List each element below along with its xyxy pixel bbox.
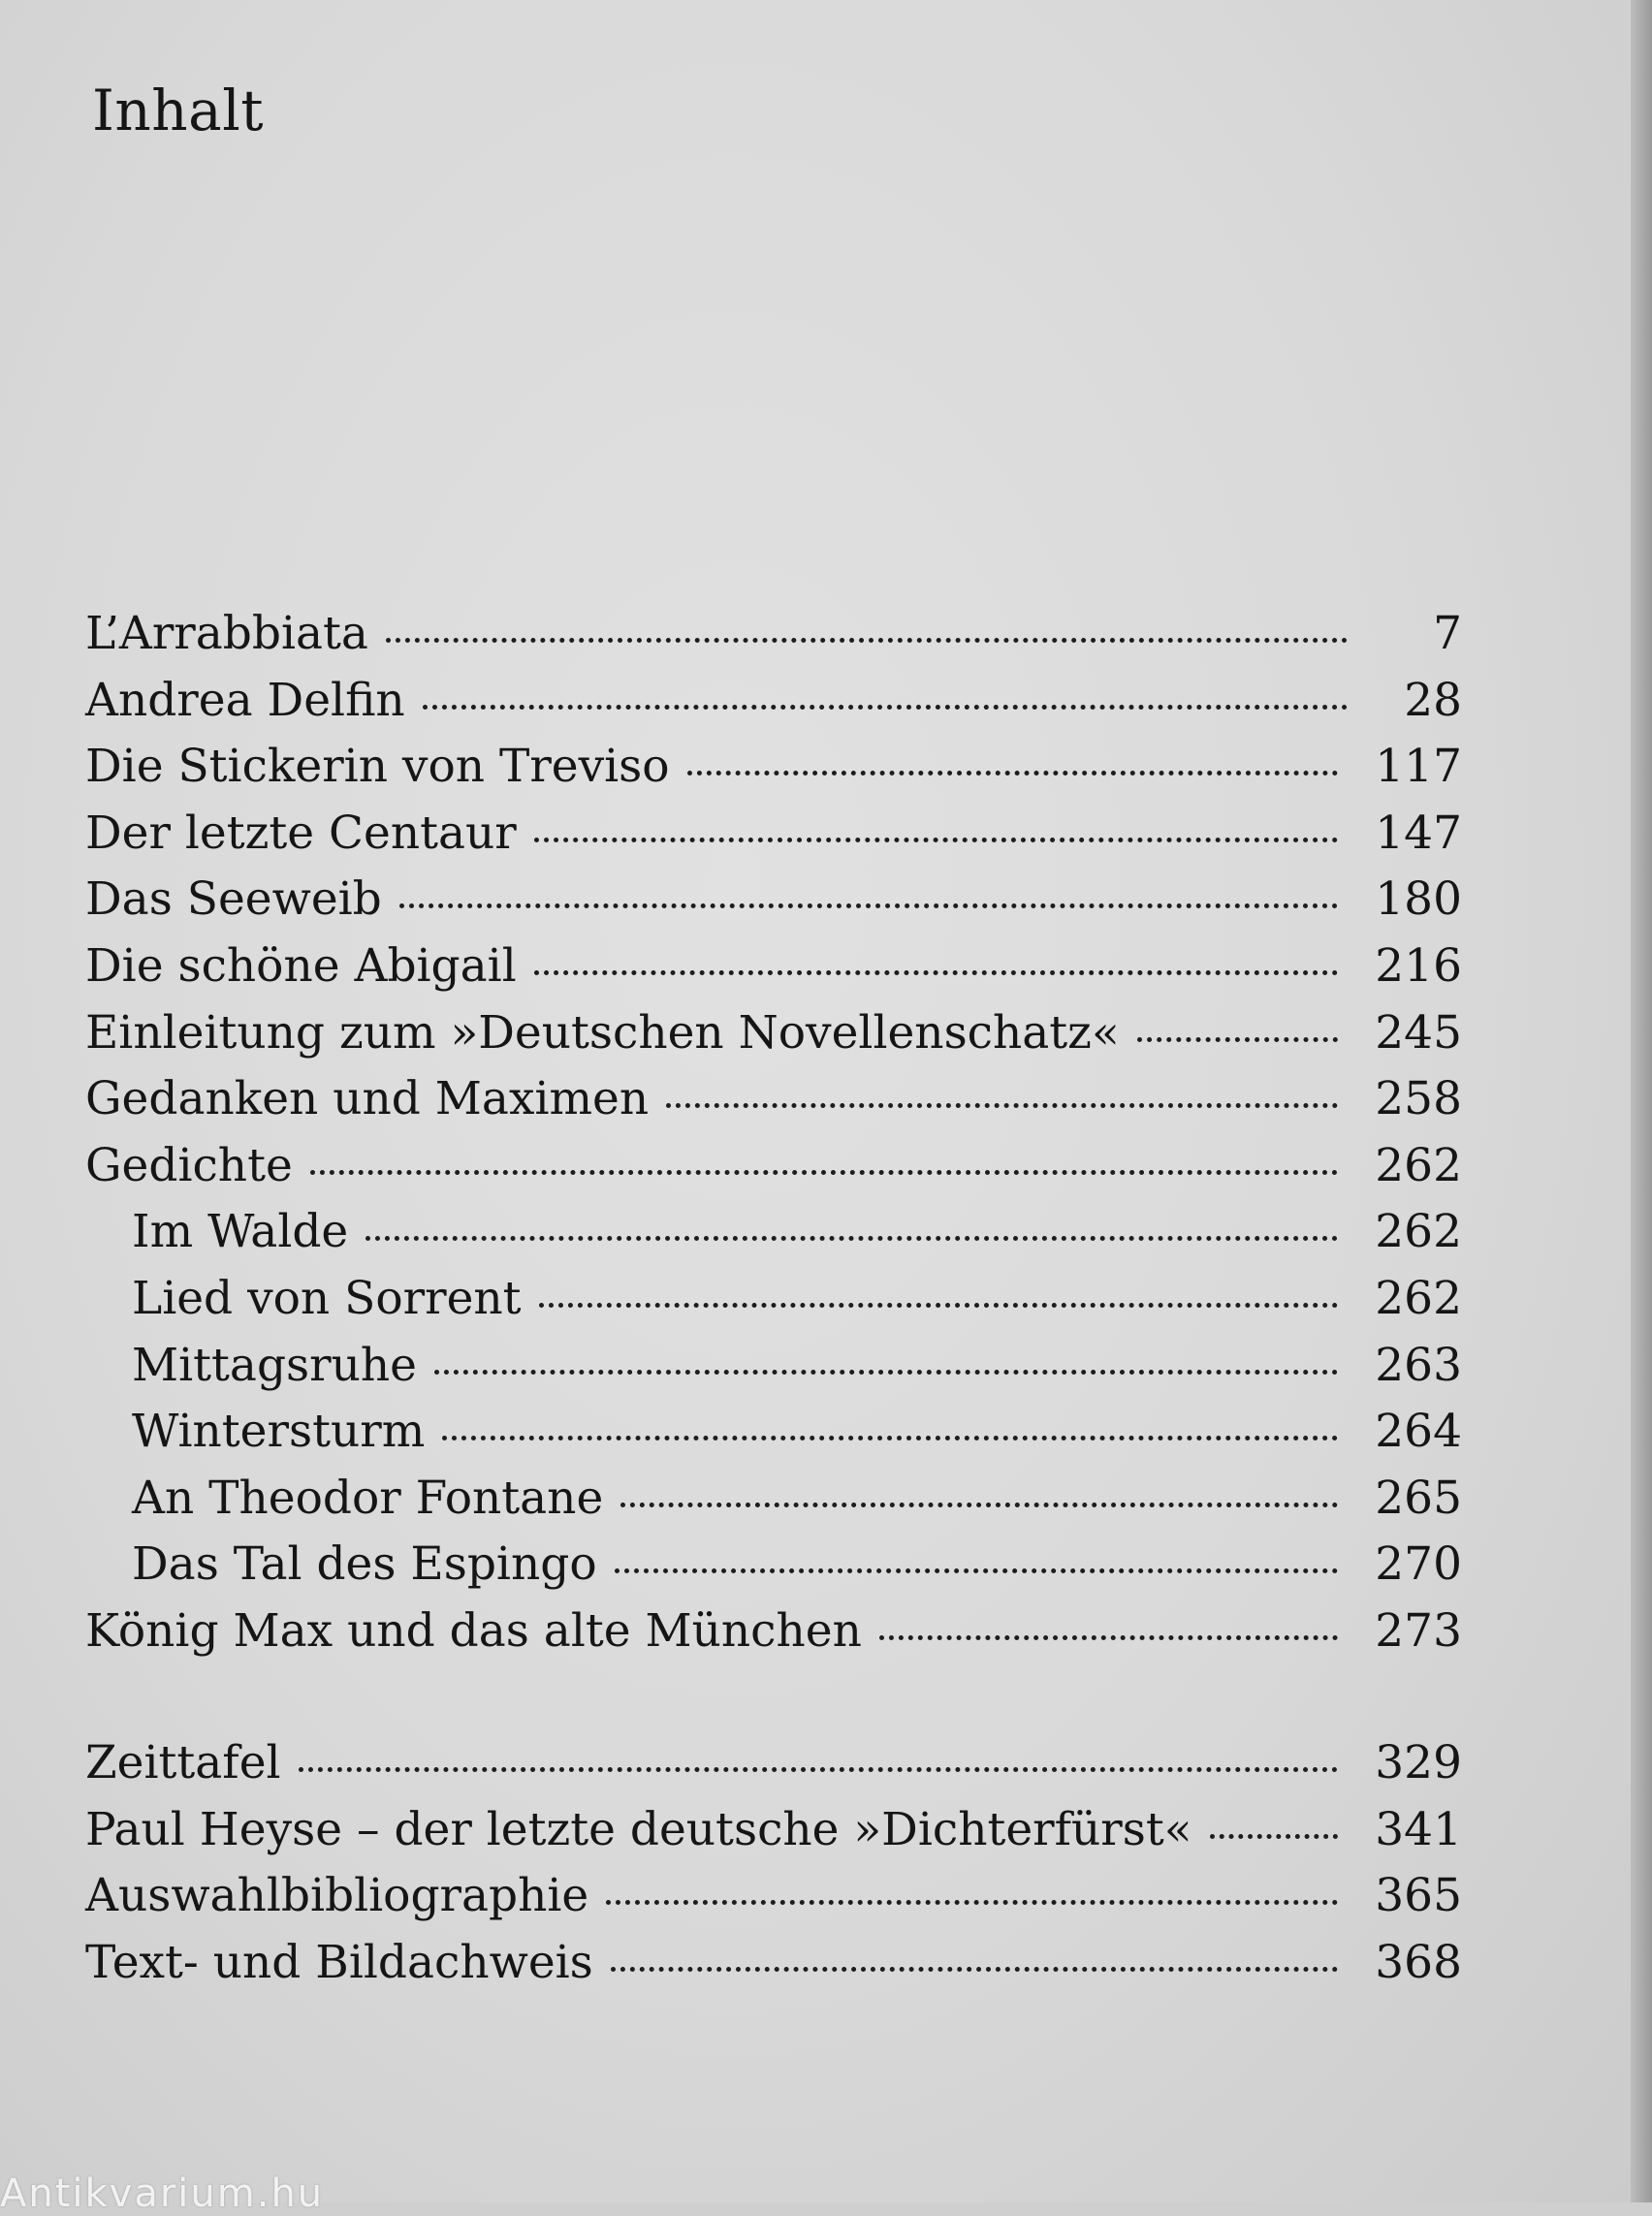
toc-entry-title: Paul Heyse – der letzte deutsche »Dichterfürst« <box>85 1802 1192 1856</box>
dot-leader <box>442 1436 1338 1440</box>
toc-subentry <box>85 1266 1462 1333</box>
toc-entry <box>85 601 1462 668</box>
toc-entry-page: 180 <box>1375 872 1462 927</box>
dot-leader <box>365 1236 1338 1241</box>
toc-entry-page: 265 <box>1375 1471 1462 1525</box>
toc-subentry <box>85 1199 1462 1266</box>
toc-entry-page: 365 <box>1375 1869 1462 1923</box>
dot-leader <box>423 705 1348 710</box>
table-of-contents <box>85 601 1462 1665</box>
toc-entry-title: Zeittafel <box>85 1736 281 1789</box>
toc-entry-title: Die schöne Abigail <box>85 938 517 993</box>
toc-entry-page: 270 <box>1375 1537 1462 1592</box>
dot-leader <box>687 771 1339 776</box>
toc-subentry <box>85 1466 1462 1533</box>
toc-entry-page: 264 <box>1375 1405 1462 1459</box>
toc-entry-page: 263 <box>1375 1338 1462 1392</box>
toc-entry-page: 216 <box>1375 938 1462 993</box>
dot-leader <box>1137 1037 1339 1042</box>
dot-leader <box>1210 1834 1339 1839</box>
toc-entry-page: 117 <box>1375 740 1462 794</box>
toc-subentry <box>85 1532 1462 1599</box>
dot-leader <box>879 1635 1338 1640</box>
toc-entry-page: 273 <box>1375 1603 1462 1658</box>
toc-entry-page: 147 <box>1375 806 1462 860</box>
toc-entry <box>85 1930 1462 1997</box>
dot-leader <box>611 1967 1338 1972</box>
toc-entry <box>85 1066 1462 1133</box>
toc-entry-title: Das Tal des Espingo <box>132 1537 597 1592</box>
toc-entry-page: 245 <box>1375 1005 1462 1060</box>
dot-leader <box>399 903 1339 908</box>
toc-entry <box>85 867 1462 934</box>
toc-entry-title: Gedanken und Maximen <box>85 1072 650 1126</box>
dot-leader <box>299 1767 1339 1772</box>
dot-leader <box>666 1103 1338 1108</box>
toc-entry-title: Wintersturm <box>132 1405 426 1459</box>
watermark: Antikvarium.hu <box>0 2171 325 2216</box>
toc-entry <box>85 668 1462 735</box>
toc-entry-title: L’Arrabbiata <box>85 607 368 660</box>
toc-entry-title: Text- und Bildachweis <box>85 1935 593 1989</box>
toc-entry <box>85 1599 1462 1665</box>
toc-entry-title: Das Seeweib <box>85 872 382 927</box>
toc-entry-title: Im Walde <box>132 1205 349 1259</box>
toc-entry-title: Gedichte <box>85 1138 293 1192</box>
toc-entry-page: 341 <box>1375 1802 1462 1856</box>
dot-leader <box>615 1568 1339 1573</box>
toc-entry <box>85 1863 1462 1930</box>
toc-entry-page: 262 <box>1375 1138 1462 1192</box>
dot-leader <box>386 638 1348 643</box>
toc-entry <box>85 1000 1462 1067</box>
toc-entry-title: Andrea Delfin <box>85 673 405 727</box>
dot-leader <box>534 838 1339 842</box>
toc-entry-title: Lied von Sorrent <box>132 1271 522 1325</box>
toc-subentry <box>85 1399 1462 1466</box>
toc-entry-page: 262 <box>1375 1205 1462 1259</box>
toc-entry-page: 368 <box>1375 1935 1462 1989</box>
dot-leader <box>539 1303 1339 1308</box>
toc-entry-title: Mittagsruhe <box>132 1338 417 1392</box>
dot-leader <box>534 970 1339 975</box>
toc-entry-title: Auswahlbibliographie <box>85 1869 589 1923</box>
toc-entry-page: 329 <box>1375 1736 1462 1789</box>
table-of-contents-appendix <box>85 1730 1462 1996</box>
page-edge <box>1631 0 1652 2202</box>
toc-entry-page: 7 <box>1433 607 1462 660</box>
toc-entry <box>85 1797 1462 1864</box>
toc-entry-page: 28 <box>1404 673 1462 727</box>
dot-leader <box>606 1900 1338 1905</box>
toc-entry-title: An Theodor Fontane <box>132 1471 604 1525</box>
toc-entry-title: Einleitung zum »Deutschen Novellenschatz« <box>85 1005 1120 1060</box>
toc-entry-title: Die Stickerin von Treviso <box>85 740 670 794</box>
dot-leader <box>434 1370 1338 1375</box>
toc-entry-title: Der letzte Centaur <box>85 806 517 860</box>
toc-subentry <box>85 1333 1462 1400</box>
toc-entry <box>85 734 1462 801</box>
page-title: Inhalt <box>92 78 265 143</box>
dot-leader <box>310 1170 1339 1175</box>
dot-leader <box>620 1503 1338 1507</box>
toc-entry <box>85 801 1462 868</box>
toc-entry-page: 258 <box>1375 1072 1462 1126</box>
toc-entry <box>85 1730 1462 1797</box>
toc-entry-page: 262 <box>1375 1271 1462 1325</box>
toc-entry <box>85 934 1462 1000</box>
toc-entry <box>85 1133 1462 1200</box>
toc-entry-title: König Max und das alte München <box>85 1603 862 1658</box>
